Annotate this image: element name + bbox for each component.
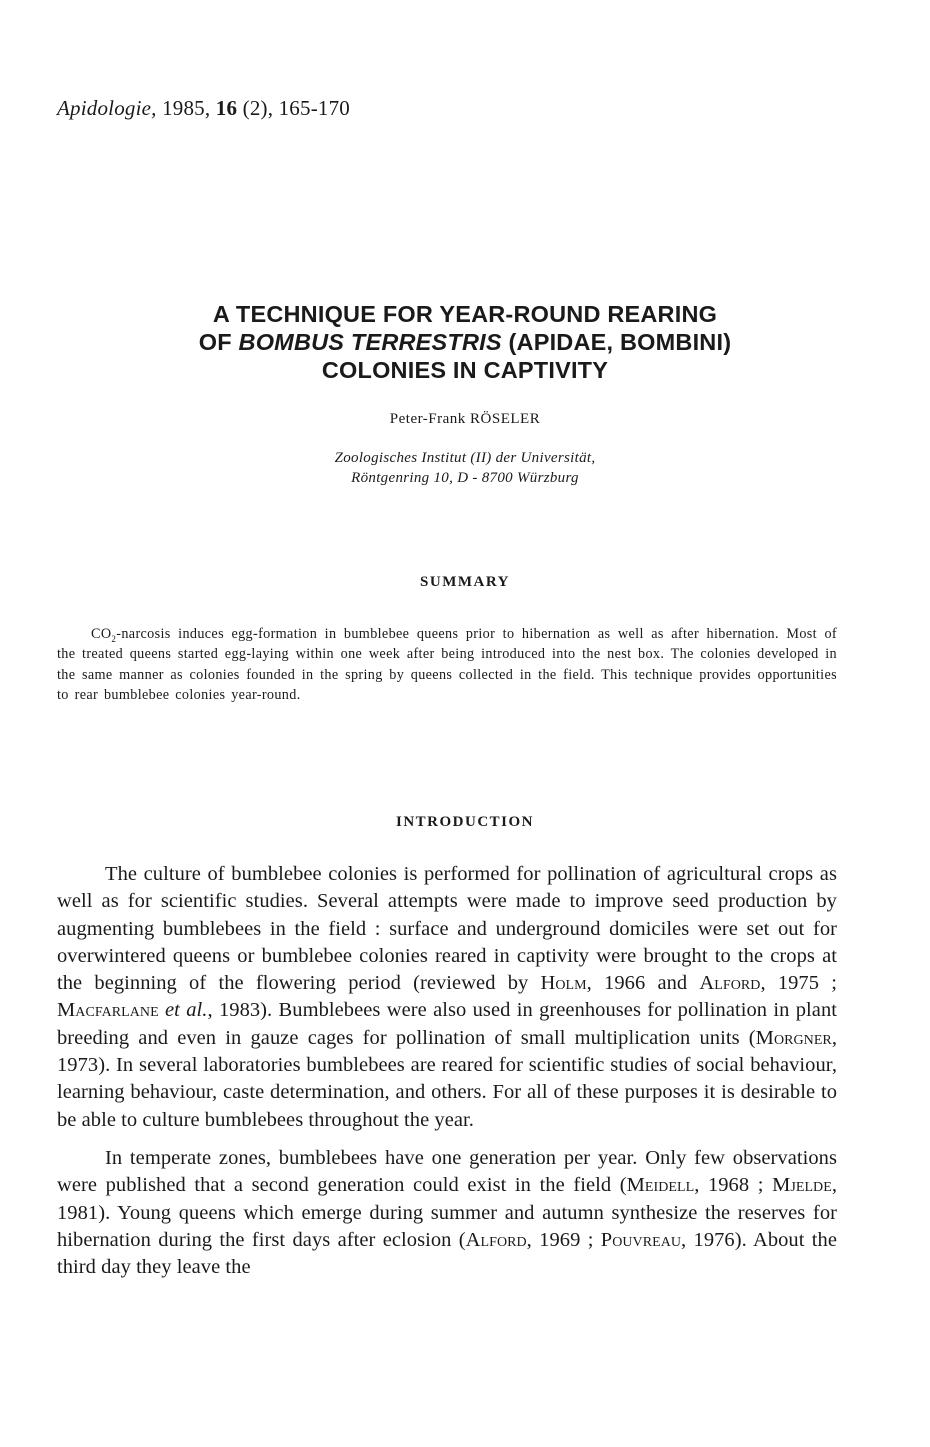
- citation-et-al: et al.: [165, 999, 208, 1022]
- summary-co2: CO: [91, 626, 112, 642]
- journal-volume: 16: [215, 96, 238, 120]
- journal-name: Apidologie,: [57, 96, 157, 120]
- p2-text-c: , 1981). Young queens which emerge during summer and autumn synthesize the reserves for hibernation during the first days after eclosion (: [57, 1174, 837, 1251]
- journal-year: 1985,: [162, 96, 211, 120]
- affiliation-line-2: Röntgenring 10, D - 8700 Würzburg: [351, 470, 579, 486]
- journal-citation: [57, 96, 350, 121]
- introduction-paragraph-1: [57, 861, 837, 1134]
- summary-co2-subscript: 2: [111, 633, 117, 644]
- p2-text-d: , 1969 ;: [526, 1228, 601, 1251]
- citation-mjelde: Mjelde: [772, 1174, 832, 1197]
- p1-text-c: , 1975 ;: [760, 972, 837, 995]
- title-species: BOMBUS TERRESTRIS: [238, 329, 502, 355]
- author-name: Peter-Frank RÖSELER: [389, 411, 541, 427]
- title-line-2: [0, 328, 930, 356]
- citation-pouvreau: Pouvreau: [600, 1228, 682, 1251]
- p1-text-b: , 1966 and: [586, 972, 700, 995]
- title-line-2-prefix: OF: [198, 329, 239, 355]
- summary-section: [57, 624, 837, 705]
- citation-holm: Holm: [540, 972, 587, 995]
- p1-text-a: The culture of bumblebee colonies is performed for pollination of agricultural crops as well as for scientific studies. Several attempts were made to improve seed production by augmenting bumblebees in the field : surface and underground domiciles were set out for overwintered queens or bumblebee colonies reared in captivity were brought to the crops at the beginning of the flowering period (reviewed by: [57, 863, 837, 995]
- affiliation-line-1: Zoologisches Institut (II) der Universität,: [334, 450, 596, 466]
- summary-text: -narcosis induces egg-formation in bumblebee queens prior to hibernation as well as after hibernation. Most of the treated queens started egg-laying within one week after being introduced into the nest box. The colonies developed in the same manner as colonies founded in the spring by queens collected in the field. This technique provides opportunities to rear bumblebee colonies year-round.: [57, 626, 837, 703]
- p2-text-e: , 1976). About the third day they leave the: [57, 1228, 838, 1279]
- title-line-1: A TECHNIQUE FOR YEAR-ROUND REARING: [212, 301, 718, 327]
- title-line-2-suffix: (APIDAE, BOMBINI): [501, 329, 732, 355]
- introduction-paragraph-2: [57, 1145, 837, 1281]
- p2-text-a: In temperate zones, bumblebees have one generation per year. Only few observations were published that a second generation could exist in the field (: [57, 1146, 837, 1197]
- summary-heading: SUMMARY: [420, 574, 510, 590]
- citation-macfarlane: Macfarlane: [57, 999, 159, 1022]
- p1-text-e: , 1973). In several laboratories bumblebees are reared for scientific studies of social behaviour, learning behaviour, caste determination, and others. For all of these purposes it is desirable to be able to culture bumblebees throughout the year.: [57, 1026, 837, 1131]
- p1-text-d: , 1983). Bumblebees were also used in greenhouses for pollination in plant breeding and even in gauze cages for pollination of small multiplication units (: [57, 999, 837, 1049]
- paper-title: [0, 300, 930, 384]
- citation-alford-1969: Alford: [465, 1228, 527, 1251]
- journal-issue-pages: (2), 165-170: [242, 96, 351, 120]
- citation-morgner: Morgner: [755, 1026, 832, 1049]
- citation-meidell: Meidell: [626, 1174, 695, 1197]
- summary-paragraph: [57, 624, 837, 705]
- title-line-3: COLONIES IN CAPTIVITY: [321, 357, 609, 383]
- author-affiliation: [0, 448, 930, 488]
- p2-text-b: , 1968 ;: [694, 1174, 773, 1197]
- introduction-heading: INTRODUCTION: [395, 814, 534, 830]
- citation-alford-1975: Alford: [699, 972, 761, 995]
- introduction-section: [57, 861, 837, 1281]
